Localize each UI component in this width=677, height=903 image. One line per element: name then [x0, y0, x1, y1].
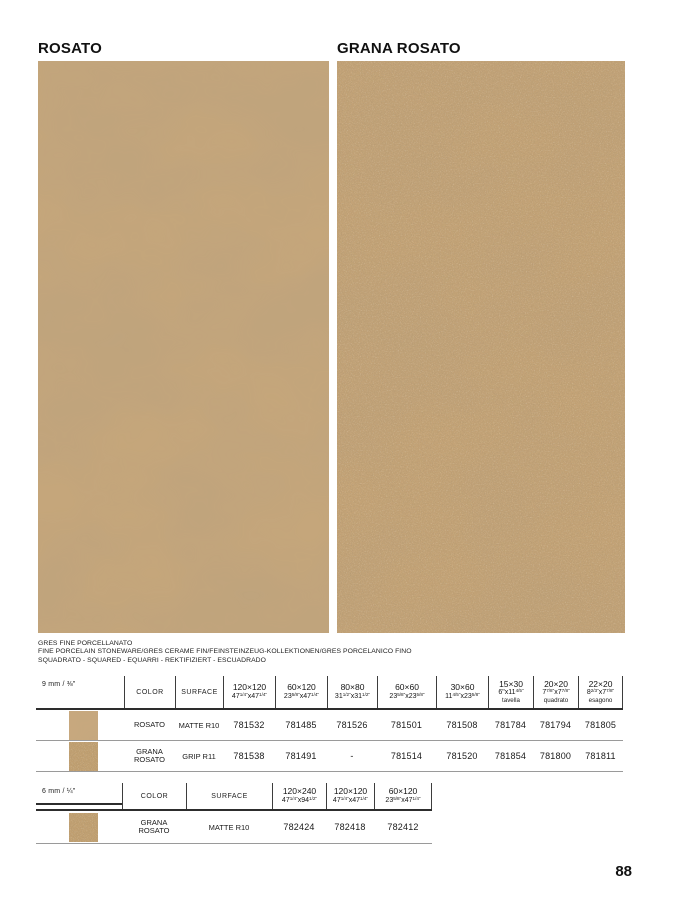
spec-table-6mm [36, 783, 432, 844]
product-code-cell [533, 751, 578, 761]
spec-table-header [36, 783, 432, 811]
color-name-text: GRANA ROSATO [138, 818, 170, 835]
swatch-cell [36, 711, 124, 740]
product-code: 781805 [584, 720, 617, 730]
color-name-cell [122, 819, 186, 836]
surface-cell [175, 752, 223, 761]
product-code-cell [533, 720, 578, 730]
size-variant-label: quadrato [543, 697, 569, 705]
surface-column-header [175, 676, 223, 708]
size-column-header [436, 676, 488, 708]
product-code-cell [578, 751, 623, 761]
color-swatch-rosato [69, 711, 98, 740]
product-title-rosato: ROSATO [38, 40, 102, 57]
product-code-cell [327, 720, 377, 730]
size-cm: 22×20 [588, 678, 613, 689]
size-inches: $23^{5/8"}x47^{1/4"}$ [283, 691, 320, 700]
table-row [36, 811, 432, 844]
size-column-header [377, 676, 436, 708]
color-swatch-grana [69, 813, 98, 842]
product-code: 781532 [233, 720, 265, 730]
size-cm: 80×80 [340, 682, 365, 693]
product-code: 782418 [334, 822, 366, 832]
color-column-header [124, 676, 175, 708]
tile-grana-light-grain [337, 61, 625, 633]
product-code-cell [223, 751, 275, 761]
size-cm: 120×240 [282, 786, 317, 797]
size-cm: 15×30 [499, 678, 523, 689]
product-code: 781520 [446, 751, 478, 761]
product-code: 782424 [283, 822, 315, 832]
size-column-header [488, 676, 533, 708]
product-code-cell [436, 720, 488, 730]
product-code: 781485 [285, 720, 317, 730]
color-name-text: ROSATO [134, 720, 165, 729]
color-name-text: GRANA ROSATO [134, 747, 165, 764]
spec-table-9mm [36, 676, 623, 772]
product-code: 781811 [585, 751, 616, 761]
size-inches: $47^{1/4"}x94^{1/2"}$ [281, 795, 318, 804]
surface-header-text: SURFACE [181, 688, 218, 696]
spec-table-header [36, 676, 623, 710]
product-code: 781538 [233, 751, 265, 761]
product-code-cell [377, 720, 436, 730]
surface-cell [175, 721, 223, 730]
product-code: 781794 [539, 720, 572, 730]
size-inches: $6"x11^{4/5"}$ [498, 688, 524, 697]
surface-text: MATTE R10 [208, 822, 250, 832]
size-cm: 60×120 [287, 682, 316, 693]
swatch-cell [36, 813, 122, 842]
size-variant-label: esagono [588, 697, 613, 705]
product-code: 782412 [387, 822, 419, 832]
product-code-cell [275, 751, 327, 761]
product-code: 781800 [539, 751, 572, 761]
size-inches: $47^{1/4"}x47^{1/4"}$ [231, 691, 268, 700]
surface-cell [186, 823, 272, 832]
product-code: 781491 [285, 751, 317, 761]
product-code: 781501 [390, 720, 423, 730]
product-code-cell [488, 751, 533, 761]
size-column-header [275, 676, 327, 708]
product-code: 781854 [494, 751, 527, 761]
color-header-text: COLOR [140, 792, 169, 800]
size-cm: 60×120 [388, 786, 418, 797]
product-code-cell [377, 751, 436, 761]
product-code-cell [327, 751, 377, 761]
product-code: 781784 [494, 720, 527, 730]
size-inches: $11^{4/5"}x23^{5/8"}$ [445, 691, 480, 700]
thickness-text: 6 mm / ¼" [42, 788, 76, 795]
table-row [36, 741, 623, 772]
size-inches: $8^{2/3"}x7^{7/8"}$ [586, 688, 615, 697]
desc-line-rectified: SQUADRATO - SQUARED - EQUARRI - REKTIFIZIERT - ESCUADRADO [38, 656, 266, 664]
size-cm: 60×60 [395, 682, 419, 693]
size-inches: $47^{1/4"}x47^{1/4"}$ [332, 795, 369, 804]
color-name-cell [124, 721, 175, 730]
desc-line-italian: GRES FINE PORCELLANATO [38, 640, 133, 647]
size-cm: 120×120 [232, 682, 267, 693]
size-column-header [326, 783, 374, 809]
color-header-text: COLOR [136, 688, 164, 696]
desc-line-translations: FINE PORCELAIN STONEWARE/GRES CERAME FIN/FEINSTEINZEUG-KOLLEKTIONEN/GRES PORCELANICO FINO [38, 648, 412, 656]
surface-text: GRIP R11 [182, 751, 216, 761]
size-variant-label: tavella [502, 697, 520, 705]
product-code-cell [223, 720, 275, 730]
product-code-cell [272, 822, 326, 832]
table-row [36, 710, 623, 741]
page-number: 88 [615, 863, 632, 880]
product-code-cell [436, 751, 488, 761]
size-column-header [533, 676, 578, 708]
size-cm: 120×120 [333, 786, 368, 797]
surface-column-header [186, 783, 272, 809]
size-inches: $31^{1/2"}x31^{1/2"}$ [334, 691, 371, 700]
size-column-header [327, 676, 377, 708]
size-cm: 20×20 [544, 678, 568, 689]
color-swatch-grana [69, 742, 98, 771]
size-column-header [272, 783, 326, 809]
size-cm: 30×60 [450, 682, 475, 693]
product-code: 781514 [390, 751, 423, 761]
size-inches: $7^{7/8"}x7^{7/8"}$ [542, 688, 570, 697]
size-column-header [374, 783, 432, 809]
product-code-cell [488, 720, 533, 730]
product-title-grana-rosato: GRANA ROSATO [337, 40, 461, 57]
surface-header-text: SURFACE [211, 792, 248, 800]
thickness-label [36, 676, 124, 708]
material-description [38, 640, 412, 665]
surface-text: MATTE R10 [178, 720, 220, 730]
size-column-header [578, 676, 623, 708]
tile-sample-grana-rosato [337, 61, 625, 633]
swatch-cell [36, 742, 124, 771]
product-code-cell [326, 822, 374, 832]
size-inches: $23^{5/8"}x47^{1/4"}$ [385, 795, 421, 804]
product-code-cell [578, 720, 623, 730]
size-column-header [223, 676, 275, 708]
tile-rosato-clouding [38, 61, 329, 633]
color-column-header [122, 783, 186, 809]
product-code-cell [374, 822, 432, 832]
thickness-label [36, 783, 122, 805]
product-code: 781526 [336, 720, 368, 730]
tile-sample-rosato [38, 61, 329, 633]
thickness-text: 9 mm / ⅜" [42, 681, 76, 688]
color-name-cell [124, 748, 175, 765]
product-code: - [350, 751, 354, 761]
product-code-cell [275, 720, 327, 730]
size-inches: $23^{5/8"}x23^{5/8"}$ [389, 691, 425, 700]
product-code: 781508 [446, 720, 478, 730]
